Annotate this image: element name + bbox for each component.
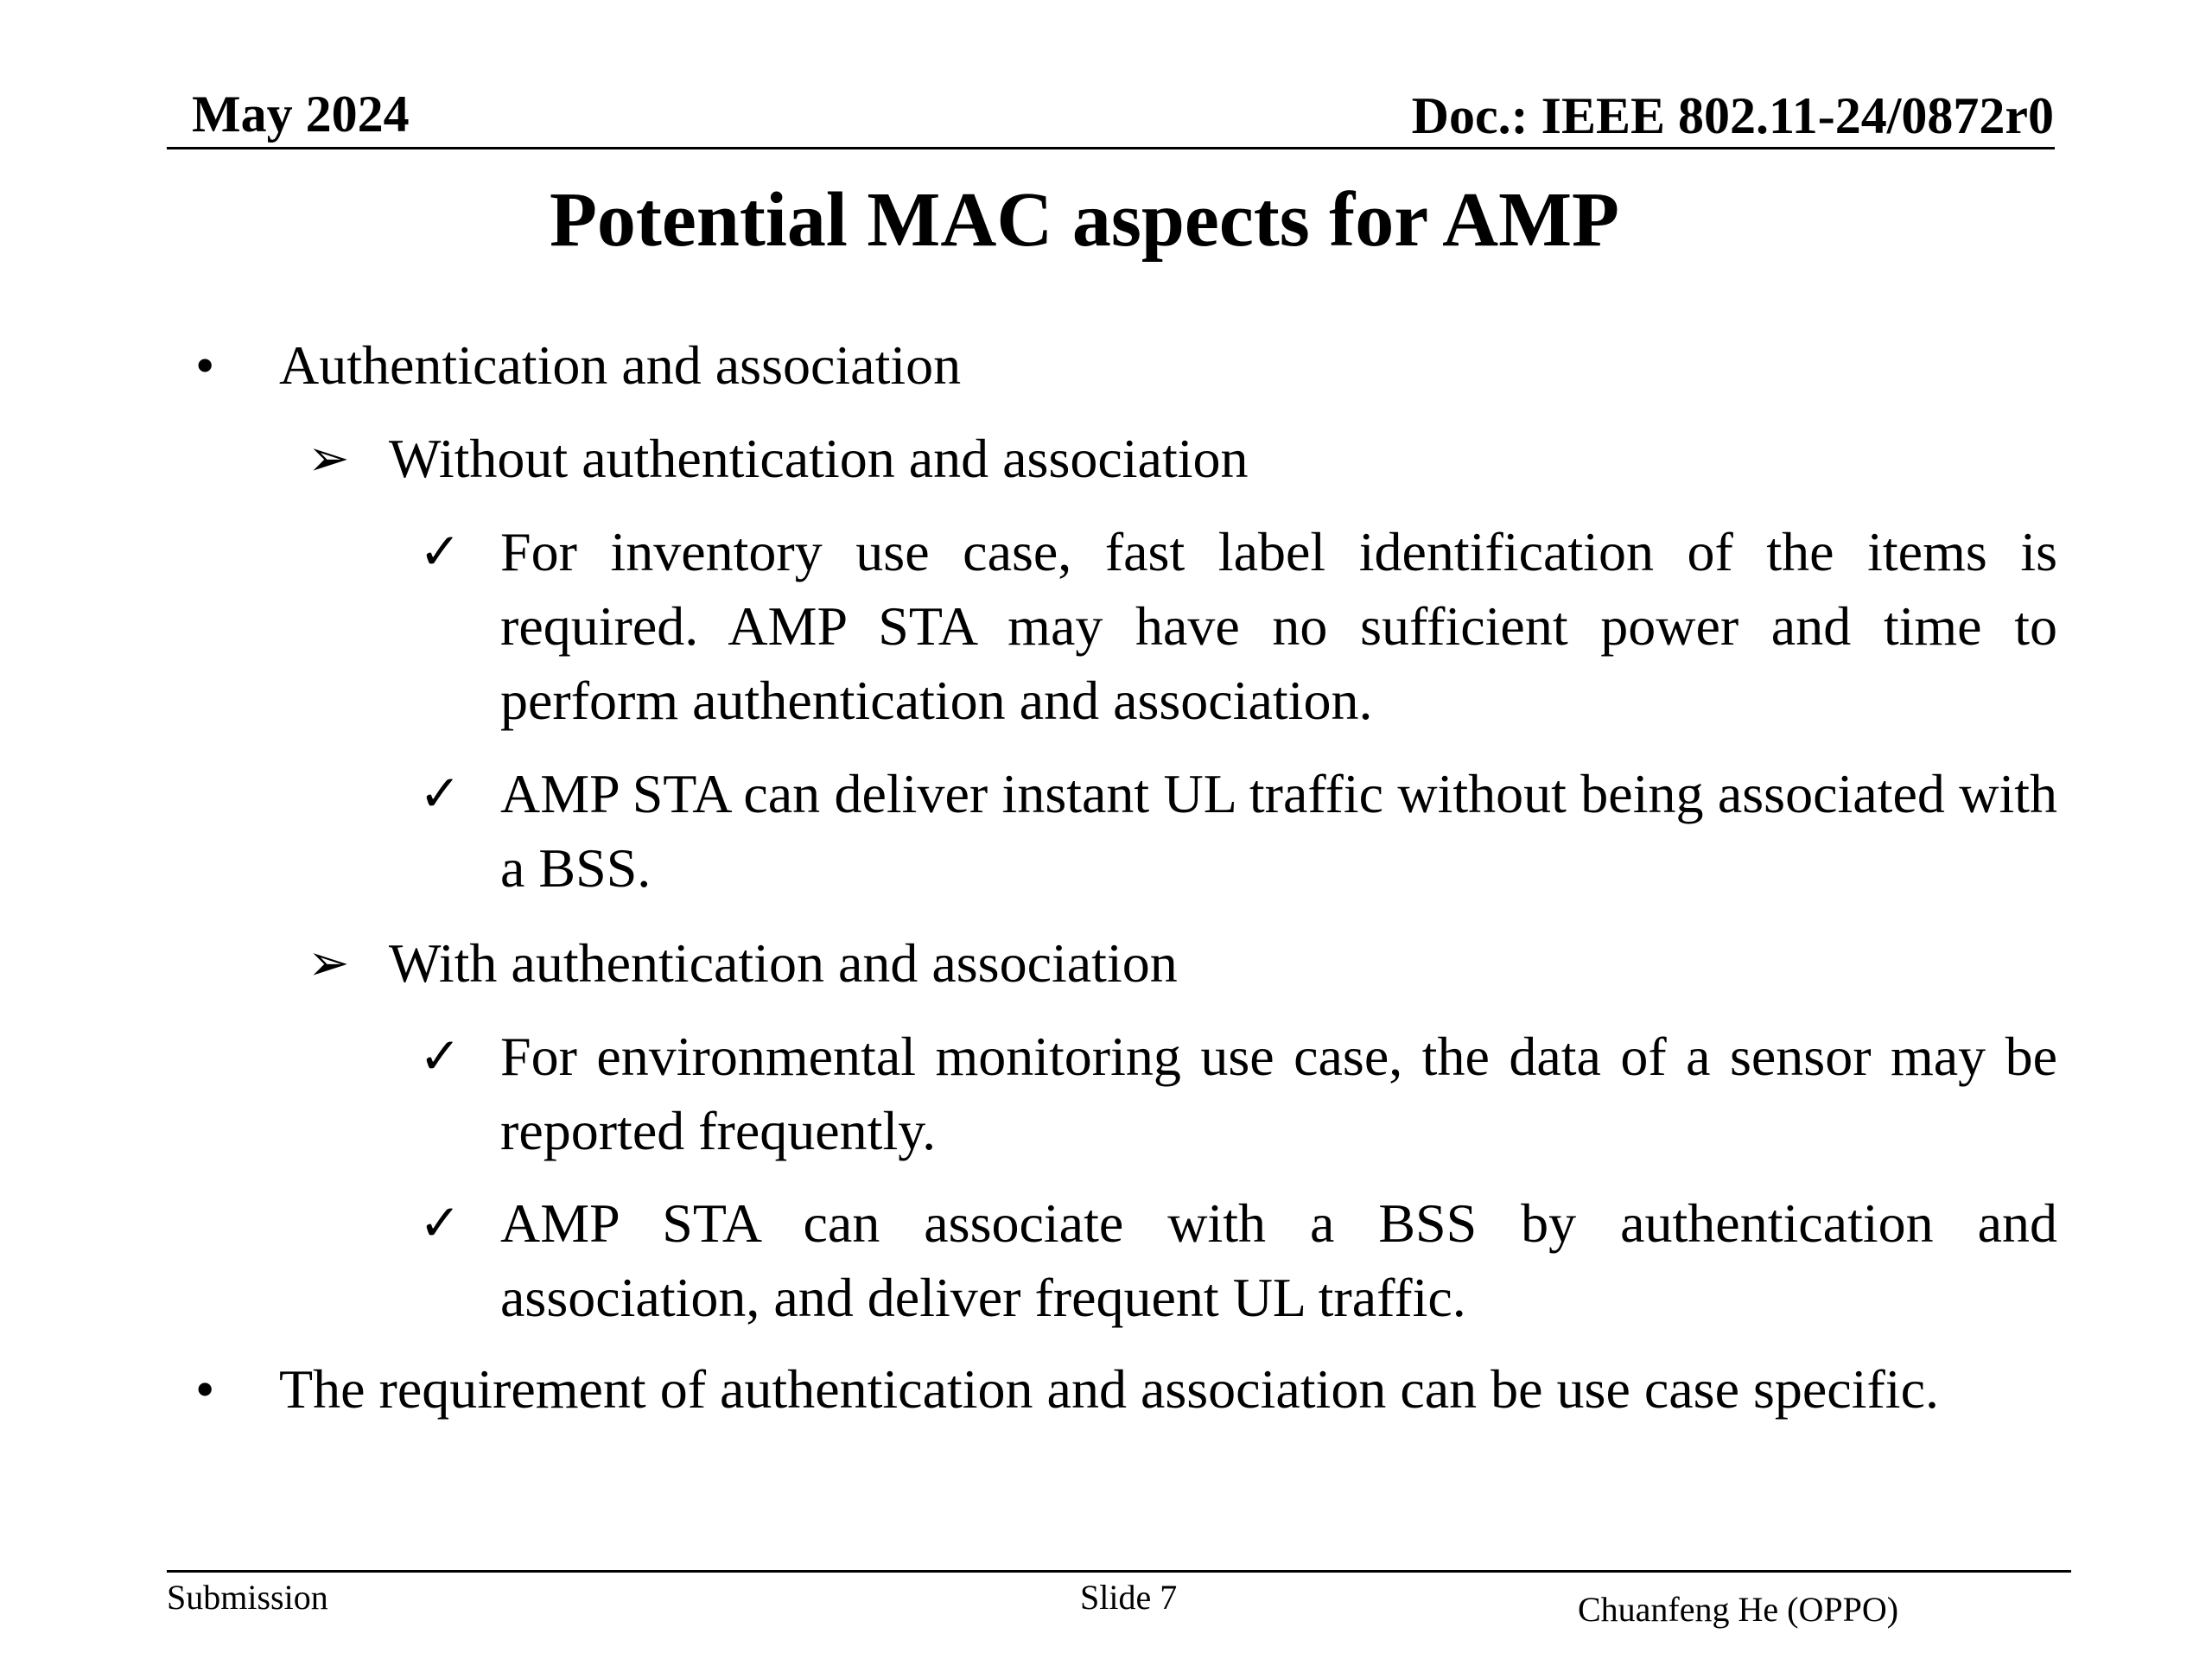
footer-submission: Submission <box>167 1578 328 1617</box>
bullet-requirement: The requirement of authentication and association can be use case specific. <box>279 1358 1939 1420</box>
header-divider <box>167 147 2055 149</box>
slide-title: Potential MAC aspects for AMP <box>549 177 1620 263</box>
footer-author: Chuanfeng He (OPPO) <box>1578 1590 1899 1629</box>
check-icon: ✓ <box>419 1195 461 1251</box>
bullet-dot-icon: • <box>195 1358 215 1420</box>
item-environmental-monitoring: For environmental monitoring use case, the data of a sensor may be reported frequently. <box>500 1026 2057 1161</box>
header-doc-id: Doc.: IEEE 802.11-24/0872r0 <box>1411 87 2054 144</box>
subbullet-with-auth: With authentication and association <box>389 932 1178 994</box>
check-icon: ✓ <box>419 1028 461 1084</box>
arrow-bullet-icon: ➢ <box>308 935 350 991</box>
subbullet-without-auth: Without authentication and association <box>389 428 1249 489</box>
bullet-authentication: Authentication and association <box>279 334 962 396</box>
footer-slide-number: Slide 7 <box>1080 1578 1178 1617</box>
check-icon: ✓ <box>419 766 461 822</box>
footer-divider <box>167 1570 2071 1573</box>
bullet-dot-icon: • <box>195 334 215 396</box>
item-inventory-use-case: For inventory use case, fast label identification of the items is required. AMP STA may have no sufficient power and time to perform authentication and association. <box>500 521 2057 731</box>
item-instant-ul-traffic: AMP STA can deliver instant UL traffic without being associated with a BSS. <box>500 763 2057 899</box>
header-date: May 2024 <box>192 86 410 143</box>
arrow-bullet-icon: ➢ <box>308 430 350 486</box>
check-icon: ✓ <box>419 524 461 580</box>
item-associate-with-bss: AMP STA can associate with a BSS by authentication and association, and deliver frequent UL traffic. <box>500 1192 2057 1328</box>
